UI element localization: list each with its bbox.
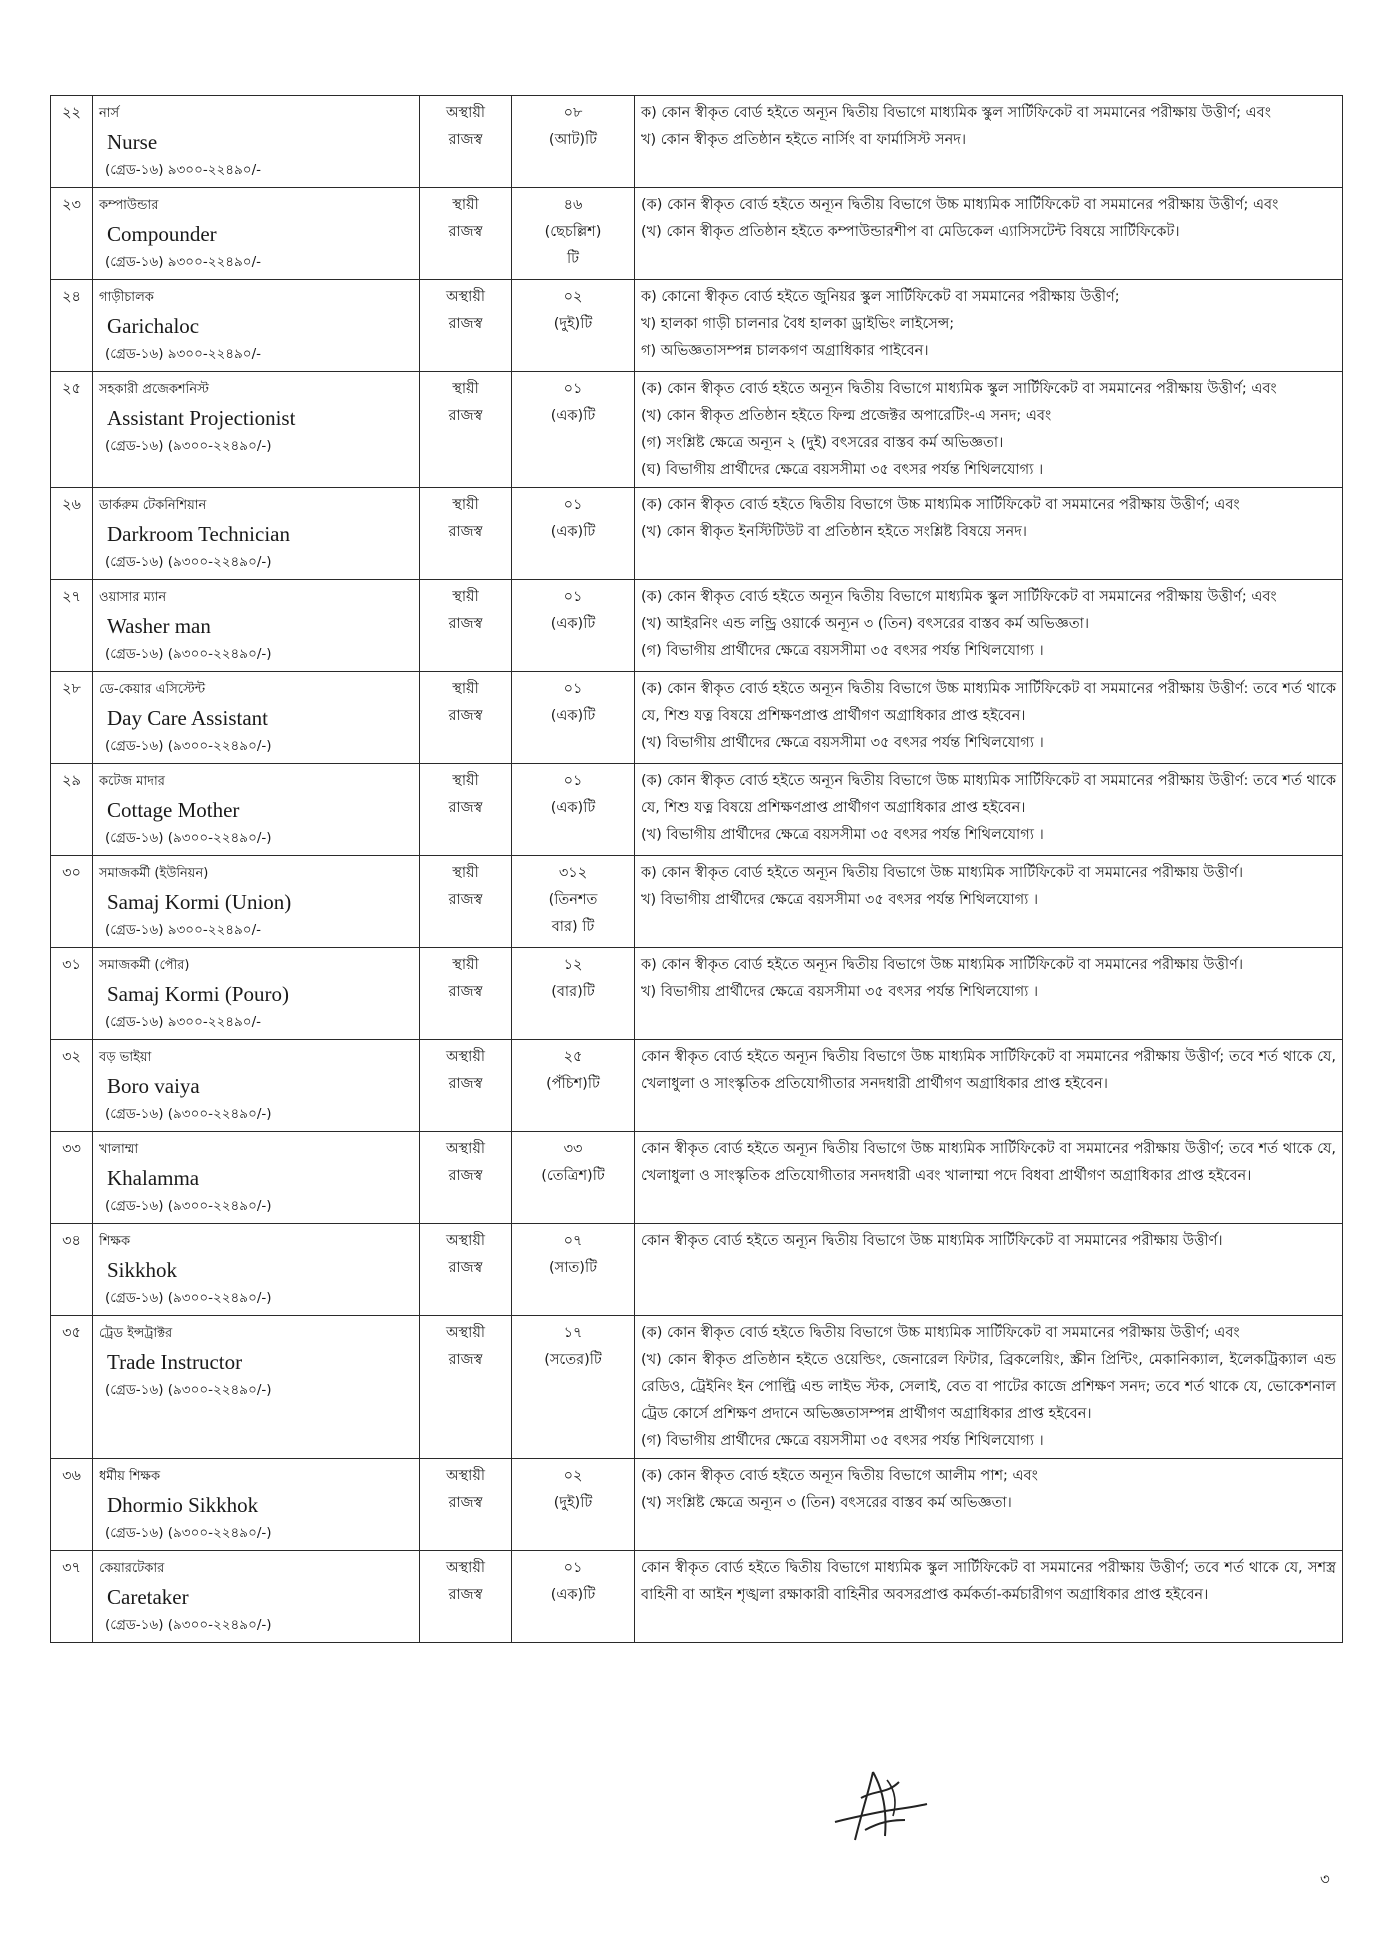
post-name-english: Dhormio Sikkhok [107, 1493, 259, 1517]
post-type-line: রাজস্ব [448, 1260, 483, 1276]
post-count-line: ০৮ [563, 105, 583, 121]
qualification-item: খ) কোন স্বীকৃত প্রতিষ্ঠান হইতে নার্সিং বা ফার্মাসিস্ট সনদ। [641, 132, 967, 148]
post-count-line: বার) টি [551, 919, 595, 935]
post-name-bangla: ওয়াসার ম্যান [99, 590, 167, 605]
post-type-line: রাজস্ব [448, 1587, 483, 1603]
post-type-cell [420, 372, 512, 488]
table-row [51, 948, 1343, 1040]
serial-number: ২৮ [51, 672, 93, 764]
signature [825, 1760, 935, 1850]
post-name-english: Sikkhok [107, 1258, 178, 1282]
post-count-cell [512, 372, 635, 488]
post-name-cell [93, 280, 420, 372]
qualification-cell [635, 1040, 1343, 1132]
post-name-bangla: খালাম্মা [99, 1142, 139, 1157]
qualification-cell [635, 948, 1343, 1040]
table-row [51, 188, 1343, 280]
post-type-line: রাজস্ব [448, 224, 483, 240]
post-count-line: টি [566, 251, 580, 267]
post-name-english: Washer man [107, 614, 211, 638]
post-count-line: (দুই)টি [553, 1495, 593, 1511]
serial-number: ৩৬ [51, 1459, 93, 1551]
post-count-line: ১৭ [563, 1325, 583, 1341]
qualification-cell [635, 1551, 1343, 1643]
serial-number: ২৬ [51, 488, 93, 580]
posts-table [50, 95, 1343, 1643]
post-name-english: Caretaker [107, 1585, 189, 1609]
post-count-line: ৩৩ [563, 1141, 583, 1157]
serial-number: ৩০ [51, 856, 93, 948]
post-type-line: রাজস্ব [448, 1076, 483, 1092]
post-count-line: ০২ [563, 1468, 583, 1484]
post-count-cell [512, 1132, 635, 1224]
post-type-line: স্থায়ী [452, 589, 479, 605]
post-type-cell [420, 1132, 512, 1224]
qualification-item: (খ) কোন স্বীকৃত প্রতিষ্ঠান হইতে কম্পাউন্ডারশীপ বা মেডিকেল এ্যাসিসটেন্ট বিষয়ে সার্টিফিকেট। [641, 224, 1180, 240]
post-type-line: অস্থায়ী [445, 1325, 486, 1341]
qualification-item: (গ) বিভাগীয় প্রার্থীদের ক্ষেত্রে বয়সসীমা ৩৫ বৎসর পর্যন্ত শিথিলযোগ্য । [641, 643, 1044, 659]
post-count-cell [512, 96, 635, 188]
post-type-line: অস্থায়ী [445, 1233, 486, 1249]
post-type-line: স্থায়ী [452, 497, 479, 513]
post-count-cell [512, 1316, 635, 1459]
table-row [51, 1551, 1343, 1643]
qualification-cell [635, 1224, 1343, 1316]
pay-grade: (গ্রেড-১৬) (৯৩০০-২২৪৯০/-) [105, 1290, 272, 1306]
post-name-cell [93, 96, 420, 188]
post-name-english: Compounder [107, 222, 217, 246]
qualification-item: (খ) কোন স্বীকৃত প্রতিষ্ঠান হইতে ফিল্ম প্রজেক্টর অপারেটিং-এ সনদ; এবং [641, 408, 1052, 424]
post-count-cell [512, 1040, 635, 1132]
qualification-item: খ) হালকা গাড়ী চালনার বৈধ হালকা ড্রাইভিং লাইসেন্স; [641, 316, 955, 332]
qualification-item: (ক) কোন স্বীকৃত বোর্ড হইতে অন্যূন দ্বিতীয় বিভাগে আলীম পাশ; এবং [641, 1468, 1038, 1484]
post-count-line: (এক)টি [550, 408, 596, 424]
post-count-cell [512, 764, 635, 856]
qualification-item: (ক) কোন স্বীকৃত বোর্ড হইতে দ্বিতীয় বিভাগে উচ্চ মাধ্যমিক সার্টিফিকেট বা সমমানের পরীক্ষায় উত্তীর্ণ; এবং [641, 497, 1240, 513]
post-count-line: ০১ [563, 589, 583, 605]
post-count-cell [512, 672, 635, 764]
post-type-line: স্থায়ী [452, 381, 479, 397]
post-count-line: (সতের)টি [544, 1352, 602, 1368]
table-row [51, 672, 1343, 764]
table-row [51, 372, 1343, 488]
qualification-item: (গ) বিভাগীয় প্রার্থীদের ক্ষেত্রে বয়সসীমা ৩৫ বৎসর পর্যন্ত শিথিলযোগ্য । [641, 1433, 1044, 1449]
post-type-cell [420, 580, 512, 672]
post-count-line: ০১ [563, 773, 583, 789]
post-name-bangla: সমাজকর্মী (পৌর) [99, 958, 190, 973]
post-name-bangla: ডে-কেয়ার এসিস্টেন্ট [99, 682, 206, 697]
page-number: ৩ [1320, 1870, 1330, 1888]
post-name-english: Boro vaiya [107, 1074, 200, 1098]
table-row [51, 280, 1343, 372]
pay-grade: (গ্রেড-১৬) (৯৩০০-২২৪৯০/-) [105, 738, 272, 754]
post-type-line: রাজস্ব [448, 1495, 483, 1511]
qualification-item: (খ) আইরনিং এন্ড লন্ড্রি ওয়ার্কে অন্যূন ৩ (তিন) বৎসরের বাস্তব কর্ম অভিজ্ঞতা। [641, 616, 1090, 632]
post-type-line: অস্থায়ী [445, 105, 486, 121]
post-count-line: ০২ [563, 289, 583, 305]
pay-grade: (গ্রেড-১৬) ৯৩০০-২২৪৯০/- [105, 1014, 261, 1030]
pay-grade: (গ্রেড-১৬) ৯৩০০-২২৪৯০/- [105, 254, 261, 270]
post-name-english: Cottage Mother [107, 798, 240, 822]
post-name-english: Nurse [107, 130, 158, 154]
post-name-bangla: ধর্মীয় শিক্ষক [99, 1469, 161, 1484]
serial-number: ৩৩ [51, 1132, 93, 1224]
qualification-item: (ক) কোন স্বীকৃত বোর্ড হইতে অন্যূন দ্বিতীয় বিভাগে উচ্চ মাধ্যমিক সার্টিফিকেট বা সমমানের পরীক্ষায় উত্তীর্ণ: তবে শর্ত থাকে যে, শিশু যত্ন বিষয়ে প্রশিক্ষণপ্রাপ্ত প্রার্থীগণ অগ্রাধিকার প্রাপ্ত হইবেন। [641, 773, 1337, 816]
table-row [51, 1316, 1343, 1459]
post-type-cell [420, 188, 512, 280]
post-type-line: স্থায়ী [452, 773, 479, 789]
qualification-item: ক) কোন স্বীকৃত বোর্ড হইতে অন্যূন দ্বিতীয় বিভাগে উচ্চ মাধ্যমিক সার্টিফিকেট বা সমমানের পরীক্ষায় উত্তীর্ণ। [641, 865, 1244, 881]
post-count-cell [512, 948, 635, 1040]
qualification-cell [635, 188, 1343, 280]
qualification-item: ক) কোন স্বীকৃত বোর্ড হইতে অন্যূন দ্বিতীয় বিভাগে মাধ্যমিক স্কুল সার্টিফিকেট বা সমমানের পরীক্ষায় উত্তীর্ণ; এবং [641, 105, 1271, 121]
qualification-cell [635, 580, 1343, 672]
qualification-item: কোন স্বীকৃত বোর্ড হইতে অন্যূন দ্বিতীয় বিভাগে উচ্চ মাধ্যমিক সার্টিফিকেট বা সমমানের পরীক্ষায় উত্তীর্ণ। [641, 1233, 1223, 1249]
qualification-item: (খ) বিভাগীয় প্রার্থীদের ক্ষেত্রে বয়সসীমা ৩৫ বৎসর পর্যন্ত শিথিলযোগ্য । [641, 827, 1044, 843]
post-type-line: রাজস্ব [448, 616, 483, 632]
qualification-cell [635, 1132, 1343, 1224]
post-count-line: (আট)টি [548, 132, 598, 148]
qualification-cell [635, 856, 1343, 948]
qualification-item: কোন স্বীকৃত বোর্ড হইতে অন্যূন দ্বিতীয় বিভাগে উচ্চ মাধ্যমিক সার্টিফিকেট বা সমমানের পরীক্ষায় উত্তীর্ণ; তবে শর্ত থাকে যে, খেলাধুলা ও সাংস্কৃতিক প্রতিযোগীতার সনদধারী এবং খালাম্মা পদে বিধবা প্রার্থীগণ অগ্রাধিকার প্রাপ্ত হইবেন। [641, 1141, 1336, 1184]
post-count-cell [512, 1224, 635, 1316]
post-count-cell [512, 1551, 635, 1643]
table-row [51, 856, 1343, 948]
post-name-cell [93, 1224, 420, 1316]
post-type-line: অস্থায়ী [445, 1049, 486, 1065]
post-count-line: ০১ [563, 497, 583, 513]
qualification-item: (খ) বিভাগীয় প্রার্থীদের ক্ষেত্রে বয়সসীমা ৩৫ বৎসর পর্যন্ত শিথিলযোগ্য । [641, 735, 1044, 751]
post-type-line: স্থায়ী [452, 197, 479, 213]
post-name-cell [93, 1459, 420, 1551]
pay-grade: (গ্রেড-১৬) (৯৩০০-২২৪৯০/-) [105, 830, 272, 846]
post-name-english: Day Care Assistant [107, 706, 268, 730]
pay-grade: (গ্রেড-১৬) (৯৩০০-২২৪৯০/-) [105, 554, 272, 570]
table-row [51, 580, 1343, 672]
post-name-cell [93, 188, 420, 280]
post-type-line: রাজস্ব [448, 708, 483, 724]
post-name-bangla: কম্পাউন্ডার [99, 198, 159, 213]
post-name-bangla: শিক্ষক [99, 1234, 131, 1249]
post-name-english: Garichaloc [107, 314, 200, 338]
post-type-cell [420, 764, 512, 856]
post-count-line: (এক)টি [550, 1587, 596, 1603]
post-name-bangla: গাড়ীচালক [99, 290, 154, 305]
qualification-item: (ক) কোন স্বীকৃত বোর্ড হইতে দ্বিতীয় বিভাগে উচ্চ মাধ্যমিক সার্টিফিকেট বা সমমানের পরীক্ষায় উত্তীর্ণ; এবং [641, 1325, 1240, 1341]
qualification-item: (ক) কোন স্বীকৃত বোর্ড হইতে অন্যূন দ্বিতীয় বিভাগে মাধ্যমিক স্কুল সার্টিফিকেট বা সমমানের পরীক্ষায় উত্তীর্ণ; এবং [641, 589, 1277, 605]
post-name-cell [93, 488, 420, 580]
post-name-bangla: বড় ভাইয়া [99, 1050, 152, 1065]
post-count-line: ২৫ [563, 1049, 583, 1065]
qualification-item: (গ) সংশ্লিষ্ট ক্ষেত্রে অন্যূন ২ (দুই) বৎসরের বাস্তব কর্ম অভিজ্ঞতা। [641, 435, 1004, 451]
post-type-line: রাজস্ব [448, 892, 483, 908]
post-type-cell [420, 672, 512, 764]
serial-number: ৩৭ [51, 1551, 93, 1643]
post-count-cell [512, 580, 635, 672]
post-type-line: রাজস্ব [448, 1168, 483, 1184]
serial-number: ২৭ [51, 580, 93, 672]
serial-number: ২৪ [51, 280, 93, 372]
pay-grade: (গ্রেড-১৬) (৯৩০০-২২৪৯০/-) [105, 1525, 272, 1541]
qualification-cell [635, 488, 1343, 580]
post-type-cell [420, 1316, 512, 1459]
post-count-line: ০৭ [563, 1233, 583, 1249]
table-row [51, 1132, 1343, 1224]
table-row [51, 488, 1343, 580]
post-name-cell [93, 1040, 420, 1132]
post-type-line: স্থায়ী [452, 681, 479, 697]
serial-number: ৩৪ [51, 1224, 93, 1316]
post-count-cell [512, 280, 635, 372]
pay-grade: (গ্রেড-১৬) (৯৩০০-২২৪৯০/-) [105, 1617, 272, 1633]
post-count-line: (বার)টি [551, 984, 595, 1000]
pay-grade: (গ্রেড-১৬) (৯৩০০-২২৪৯০/-) [105, 438, 272, 454]
post-name-cell [93, 1316, 420, 1459]
post-count-line: ৩১২ [558, 865, 588, 881]
post-type-line: অস্থায়ী [445, 1560, 486, 1576]
post-name-english: Darkroom Technician [107, 522, 290, 546]
post-name-cell [93, 1551, 420, 1643]
qualification-item: ক) কোন স্বীকৃত বোর্ড হইতে অন্যূন দ্বিতীয় বিভাগে উচ্চ মাধ্যমিক সার্টিফিকেট বা সমমানের পরীক্ষায় উত্তীর্ণ। [641, 957, 1244, 973]
post-name-bangla: ট্রেড ইন্সট্রাক্টর [99, 1326, 173, 1341]
post-type-cell [420, 488, 512, 580]
post-name-bangla: কটেজ মাদার [99, 774, 165, 789]
qualification-cell [635, 280, 1343, 372]
pay-grade: (গ্রেড-১৬) (৯৩০০-২২৪৯০/-) [105, 1198, 272, 1214]
post-type-line: অস্থায়ী [445, 1141, 486, 1157]
post-count-cell [512, 1459, 635, 1551]
post-name-bangla: নার্স [99, 106, 120, 121]
post-count-line: ০১ [563, 681, 583, 697]
post-type-cell [420, 280, 512, 372]
pay-grade: (গ্রেড-১৬) (৯৩০০-২২৪৯০/-) [105, 1382, 272, 1398]
post-name-english: Samaj Kormi (Union) [107, 890, 292, 914]
qualification-item: খ) বিভাগীয় প্রার্থীদের ক্ষেত্রে বয়সসীমা ৩৫ বৎসর পর্যন্ত শিথিলযোগ্য । [641, 984, 1039, 1000]
qualification-cell [635, 96, 1343, 188]
post-count-line: (এক)টি [550, 708, 596, 724]
qualification-item: (ক) কোন স্বীকৃত বোর্ড হইতে অন্যূন দ্বিতীয় বিভাগে উচ্চ মাধ্যমিক সার্টিফিকেট বা সমমানের পরীক্ষায় উত্তীর্ণ; এবং [641, 197, 1279, 213]
qualification-item: (ক) কোন স্বীকৃত বোর্ড হইতে অন্যূন দ্বিতীয় বিভাগে উচ্চ মাধ্যমিক সার্টিফিকেট বা সমমানের পরীক্ষায় উত্তীর্ণ: তবে শর্ত থাকে যে, শিশু যত্ন বিষয়ে প্রশিক্ষণপ্রাপ্ত প্রার্থীগণ অগ্রাধিকার প্রাপ্ত হইবেন। [641, 681, 1337, 724]
post-type-line: রাজস্ব [448, 408, 483, 424]
post-name-bangla: সমাজকর্মী (ইউনিয়ন) [99, 866, 209, 881]
post-type-line: অস্থায়ী [445, 1468, 486, 1484]
post-count-cell [512, 488, 635, 580]
post-name-bangla: সহকারী প্রজেকশনিস্ট [99, 382, 209, 397]
post-count-cell [512, 188, 635, 280]
qualification-cell [635, 372, 1343, 488]
post-count-line: ৪৬ [563, 197, 583, 213]
post-name-cell [93, 580, 420, 672]
table-row [51, 1459, 1343, 1551]
qualification-item: ক) কোনো স্বীকৃত বোর্ড হইতে জুনিয়র স্কুল সার্টিফিকেট বা সমমানের পরীক্ষায় উত্তীর্ণ; [641, 289, 1120, 305]
table-row [51, 1224, 1343, 1316]
qualification-cell [635, 764, 1343, 856]
post-type-line: স্থায়ী [452, 957, 479, 973]
serial-number: ২৫ [51, 372, 93, 488]
pay-grade: (গ্রেড-১৬) ৯৩০০-২২৪৯০/- [105, 162, 261, 178]
qualification-cell [635, 672, 1343, 764]
post-name-cell [93, 372, 420, 488]
qualification-item: (ঘ) বিভাগীয় প্রার্থীদের ক্ষেত্রে বয়সসীমা ৩৫ বৎসর পর্যন্ত শিথিলযোগ্য । [641, 462, 1044, 478]
post-name-english: Trade Instructor [107, 1350, 243, 1374]
post-name-english: Khalamma [107, 1166, 200, 1190]
post-count-line: ০১ [563, 381, 583, 397]
pay-grade: (গ্রেড-১৬) ৯৩০০-২২৪৯০/- [105, 346, 261, 362]
post-name-cell [93, 764, 420, 856]
post-name-cell [93, 856, 420, 948]
post-count-line: (পঁচিশ)টি [546, 1076, 600, 1092]
serial-number: ২২ [51, 96, 93, 188]
post-type-line: রাজস্ব [448, 316, 483, 332]
post-type-cell [420, 1551, 512, 1643]
serial-number: ৩৫ [51, 1316, 93, 1459]
post-type-line: রাজস্ব [448, 984, 483, 1000]
pay-grade: (গ্রেড-১৬) ৯৩০০-২২৪৯০/- [105, 922, 261, 938]
pay-grade: (গ্রেড-১৬) (৯৩০০-২২৪৯০/-) [105, 646, 272, 662]
post-type-line: রাজস্ব [448, 1352, 483, 1368]
post-count-line: (তেত্রিশ)টি [541, 1168, 605, 1184]
post-type-cell [420, 1459, 512, 1551]
post-type-cell [420, 948, 512, 1040]
pay-grade: (গ্রেড-১৬) (৯৩০০-২২৪৯০/-) [105, 1106, 272, 1122]
post-count-line: ০১ [563, 1560, 583, 1576]
post-name-bangla: কেয়ারটেকার [99, 1561, 165, 1576]
serial-number: ২৩ [51, 188, 93, 280]
qualification-item: (খ) সংশ্লিষ্ট ক্ষেত্রে অন্যূন ৩ (তিন) বৎসরের বাস্তব কর্ম অভিজ্ঞতা। [641, 1495, 1012, 1511]
post-type-line: রাজস্ব [448, 524, 483, 540]
table-row [51, 1040, 1343, 1132]
post-count-line: (তিনশত [548, 892, 598, 908]
post-name-cell [93, 1132, 420, 1224]
qualification-item: খ) বিভাগীয় প্রার্থীদের ক্ষেত্রে বয়সসীমা ৩৫ বৎসর পর্যন্ত শিথিলযোগ্য । [641, 892, 1039, 908]
qualification-item: (খ) কোন স্বীকৃত ইনস্টিটিউট বা প্রতিষ্ঠান হইতে সংশ্লিষ্ট বিষয়ে সনদ। [641, 524, 1027, 540]
qualification-item: কোন স্বীকৃত বোর্ড হইতে অন্যূন দ্বিতীয় বিভাগে উচ্চ মাধ্যমিক সার্টিফিকেট বা সমমানের পরীক্ষায় উত্তীর্ণ; তবে শর্ত থাকে যে, খেলাধুলা ও সাংস্কৃতিক প্রতিযোগীতার সনদধারী প্রার্থীগণ অগ্রাধিকার প্রাপ্ত হইবেন। [641, 1049, 1336, 1092]
post-name-cell [93, 672, 420, 764]
post-name-bangla: ডার্করুম টেকনিশিয়ান [99, 498, 207, 513]
table-row [51, 764, 1343, 856]
post-type-cell [420, 1224, 512, 1316]
qualification-cell [635, 1459, 1343, 1551]
post-name-english: Samaj Kormi (Pouro) [107, 982, 289, 1006]
table-row [51, 96, 1343, 188]
qualification-item: গ) অভিজ্ঞতাসম্পন্ন চালকগণ অগ্রাধিকার পাইবেন। [641, 343, 929, 359]
post-count-cell [512, 856, 635, 948]
posts-table-body [51, 96, 1343, 1643]
qualification-item: (ক) কোন স্বীকৃত বোর্ড হইতে অন্যূন দ্বিতীয় বিভাগে মাধ্যমিক স্কুল সার্টিফিকেট বা সমমানের পরীক্ষায় উত্তীর্ণ; এবং [641, 381, 1277, 397]
post-type-cell [420, 96, 512, 188]
post-name-cell [93, 948, 420, 1040]
post-type-cell [420, 856, 512, 948]
qualification-item: কোন স্বীকৃত বোর্ড হইতে দ্বিতীয় বিভাগে মাধ্যমিক স্কুল সার্টিফিকেট বা সমমানের পরীক্ষায় উত্তীর্ণ; তবে শর্ত থাকে যে, সশস্ত্র বাহিনী বা আইন শৃঙ্খলা রক্ষাকারী বাহিনীর অবসরপ্রাপ্ত কর্মকর্তা-কর্মচারীগণ অগ্রাধিকার প্রাপ্ত হইবেন। [641, 1560, 1336, 1603]
serial-number: ২৯ [51, 764, 93, 856]
qualification-cell [635, 1316, 1343, 1459]
post-type-line: স্থায়ী [452, 865, 479, 881]
post-count-line: (দুই)টি [553, 316, 593, 332]
serial-number: ৩২ [51, 1040, 93, 1132]
post-count-line: (এক)টি [550, 524, 596, 540]
post-type-cell [420, 1040, 512, 1132]
serial-number: ৩১ [51, 948, 93, 1040]
post-count-line: (এক)টি [550, 616, 596, 632]
post-type-line: অস্থায়ী [445, 289, 486, 305]
post-count-line: ১২ [563, 957, 583, 973]
post-count-line: (ছেচল্লিশ) [544, 224, 602, 240]
post-name-english: Assistant Projectionist [107, 406, 296, 430]
post-count-line: (এক)টি [550, 800, 596, 816]
post-type-line: রাজস্ব [448, 800, 483, 816]
qualification-item: (খ) কোন স্বীকৃত প্রতিষ্ঠান হইতে ওয়েল্ডিং, জেনারেল ফিটার, ব্রিকলেয়িং, স্ক্রীন প্রিন্টিং, মেকানিক্যাল, ইলেকট্রিক্যাল এন্ড রেডিও, ট্রেইনিং ইন পোল্ট্রি এন্ড লাইভ স্টক, সেলাই, বেত বা পাটের কাজে প্রশিক্ষণ সনদ; তবে শর্ত থাকে যে, ভোকেশনাল ট্রেড কোর্সে প্রশিক্ষণ প্রদানে অভিজ্ঞতাসম্পন্ন প্রার্থীগণ অগ্রাধিকার প্রাপ্ত হইবেন। [641, 1352, 1336, 1422]
post-type-line: রাজস্ব [448, 132, 483, 148]
post-count-line: (সাত)টি [548, 1260, 598, 1276]
